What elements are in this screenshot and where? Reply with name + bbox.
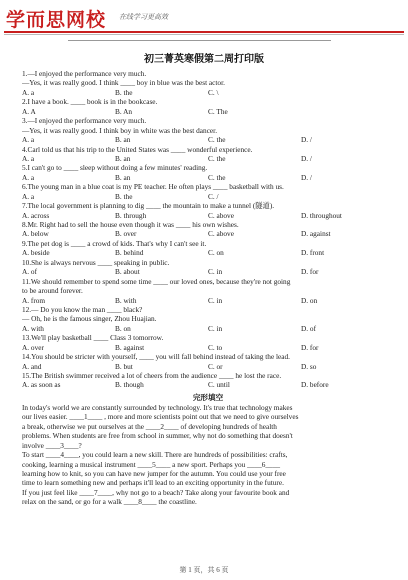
- answer-options: [22, 173, 394, 182]
- text-line: In today's world we are constantly surrounded by technology. It's true that technology makes: [22, 402, 293, 412]
- answer-option: C. or: [208, 361, 223, 371]
- answer-option: D. /: [301, 153, 312, 163]
- answer-option: B. the: [115, 191, 133, 201]
- text-line: 5.I can't go to ____ sleep without doing a few minutes' reading.: [22, 163, 208, 173]
- answer-option: C. until: [208, 380, 230, 390]
- logo-slogan: 在线学习更高效: [119, 13, 168, 21]
- text-line: 3.—I enjoyed the performance very much.: [22, 116, 147, 126]
- answer-option: D. throughout: [301, 210, 342, 220]
- text-line: — Oh, he is the famous singer, Zhou Huajian.: [22, 314, 157, 324]
- text-line: 14.You should be stricter with yourself, ____ you will fall behind instead of taking the lead.: [22, 352, 290, 362]
- answer-option: A. a: [22, 191, 35, 201]
- answer-option: C. in: [208, 267, 223, 277]
- answer-option: A. across: [22, 210, 50, 220]
- answer-option: A. with: [22, 323, 44, 333]
- answer-option: C. in: [208, 295, 223, 305]
- text-line: our lives easier. ____1____ , more and more scientists point out that we need to give ourselves: [22, 412, 299, 422]
- title-top-rule: [68, 40, 331, 41]
- answer-option: A. a: [22, 135, 35, 145]
- answer-option: D. against: [301, 229, 331, 239]
- text-line: 2.I have a book. ____ book is in the bookcase.: [22, 97, 158, 107]
- text-line: —Yes, it was really good. I think boy in white was the best dancer.: [22, 125, 218, 135]
- text-line: 11.We should remember to spend some time ____ our loved ones, because they're not going: [22, 276, 291, 286]
- answer-option: A. as soon as: [22, 380, 61, 390]
- text-line: 13.We'll play basketball ____ Class 3 tomorrow.: [22, 333, 164, 343]
- answer-option: D. of: [301, 323, 316, 333]
- school-logo: 学而思网校: [6, 9, 107, 31]
- text-line: to be around forever.: [22, 286, 83, 296]
- text-line: relax on the sand, or go for a walk ____8____ the coastline.: [22, 497, 197, 507]
- text-line: 6.The young man in a blue coat is my PE teacher. He often plays ____ basketball with us.: [22, 182, 284, 192]
- answer-options: [22, 248, 394, 257]
- text-line: —Yes, it was really good. I think ____ boy in blue was the best actor.: [22, 78, 225, 88]
- answer-option: A. below: [22, 229, 49, 239]
- answer-option: B. an: [115, 153, 131, 163]
- text-line: 4.Carl told us that his trip to the United States was ____ wonderful experience.: [22, 144, 253, 154]
- answer-option: B. an: [115, 172, 131, 182]
- answer-option: A. over: [22, 342, 44, 352]
- answer-option: C. the: [208, 135, 226, 145]
- answer-option: B. about: [115, 267, 140, 277]
- answer-options: [22, 154, 394, 163]
- answer-option: D. /: [301, 135, 312, 145]
- header-rule-secondary: [4, 34, 404, 35]
- answer-options: [22, 135, 394, 144]
- answer-option: A. of: [22, 267, 37, 277]
- answer-option: B. with: [115, 295, 137, 305]
- answer-option: D. /: [301, 172, 312, 182]
- answer-option: D. front: [301, 248, 325, 258]
- worksheet-body: [22, 69, 394, 507]
- answer-option: C. on: [208, 248, 224, 258]
- answer-option: A. and: [22, 361, 42, 371]
- text-line: learning how to knit, so you can have new jumper for the autumn. You could use your free: [22, 468, 286, 478]
- answer-option: B. against: [115, 342, 145, 352]
- answer-option: D. before: [301, 380, 329, 390]
- text-line: problems. When students are free from school in summer, why not do something that doesn't: [22, 431, 293, 441]
- answer-options: [22, 229, 394, 238]
- answer-options: [22, 107, 394, 116]
- text-line: 10.She is always nervous ____ speaking in public.: [22, 257, 170, 267]
- text-line: 15.The British swimmer received a lot of cheers from the audience ____ he lost the race.: [22, 371, 282, 380]
- text-line: 8.Mr. Right had to sell the house even though it was ____ his own wishes.: [22, 220, 239, 229]
- answer-option: B. though: [115, 380, 144, 390]
- answer-option: C. the: [208, 172, 226, 182]
- answer-option: C. The: [208, 106, 228, 116]
- answer-option: B. An: [115, 106, 133, 116]
- answer-options: [22, 324, 394, 333]
- answer-option: B. behind: [115, 248, 144, 258]
- text-line: 12.— Do you know the man ____ black?: [22, 304, 143, 314]
- text-line: To start ____4____, you could learn a new skill. There are hundreds of possibilities: crafts,: [22, 450, 288, 460]
- answer-option: C. above: [208, 229, 234, 239]
- answer-options: [22, 88, 394, 97]
- answer-option: A. from: [22, 295, 46, 305]
- answer-options: [22, 296, 394, 305]
- answer-option: C. /: [208, 191, 219, 201]
- answer-option: B. over: [115, 229, 137, 239]
- answer-option: C. the: [208, 153, 226, 163]
- answer-option: D. on: [301, 295, 318, 305]
- text-line: a break, otherwise we put ourselves at the ____2____ of developing hundreds of health: [22, 421, 277, 431]
- text-line: 9.The pet dog is ____ a crowd of kids. That's why I can't see it.: [22, 238, 207, 248]
- text-line: If you just feel like ____7____, why not go to a beach? Take along your favourite book and: [22, 487, 290, 497]
- text-line: 7.The local government is planning to dig ____ the mountain to make a tunnel (隧道).: [22, 201, 275, 211]
- answer-options: [22, 267, 394, 276]
- answer-option: C. to: [208, 342, 223, 352]
- answer-option: A. beside: [22, 248, 50, 258]
- answer-options: [22, 343, 394, 352]
- answer-option: D. for: [301, 342, 319, 352]
- answer-option: B. the: [115, 87, 133, 97]
- answer-option: A. a: [22, 153, 35, 163]
- answer-option: A. a: [22, 172, 35, 182]
- header-rule: [4, 31, 404, 33]
- answer-option: C. \: [208, 87, 219, 97]
- answer-option: B. but: [115, 361, 133, 371]
- answer-options: [22, 362, 394, 371]
- answer-option: B. on: [115, 323, 131, 333]
- answer-options: [22, 211, 394, 220]
- page-number: 第 1 页，共 6 页: [179, 566, 229, 574]
- text-line: cooking, learning a musical instrument ____5____ a new sport. Perhaps you ____6____: [22, 459, 280, 469]
- section-heading: 完形填空: [192, 392, 224, 402]
- answer-option: C. in: [208, 323, 223, 333]
- text-line: involve ____3____?: [22, 440, 82, 450]
- answer-option: D. so: [301, 361, 317, 371]
- text-line: 1.—I enjoyed the performance very much.: [22, 69, 147, 78]
- answer-options: [22, 380, 394, 389]
- page-title: 初三菁英寒假第二周打印版: [144, 54, 264, 65]
- answer-option: A. a: [22, 87, 35, 97]
- answer-option: B. an: [115, 135, 131, 145]
- answer-option: D. for: [301, 267, 319, 277]
- text-line: time to learn something new and perhaps it'll lead to an exciting opportunity in the future.: [22, 478, 284, 488]
- answer-option: B. through: [115, 210, 147, 220]
- answer-option: C. above: [208, 210, 234, 220]
- answer-options: [22, 192, 394, 201]
- answer-option: A. A: [22, 106, 36, 116]
